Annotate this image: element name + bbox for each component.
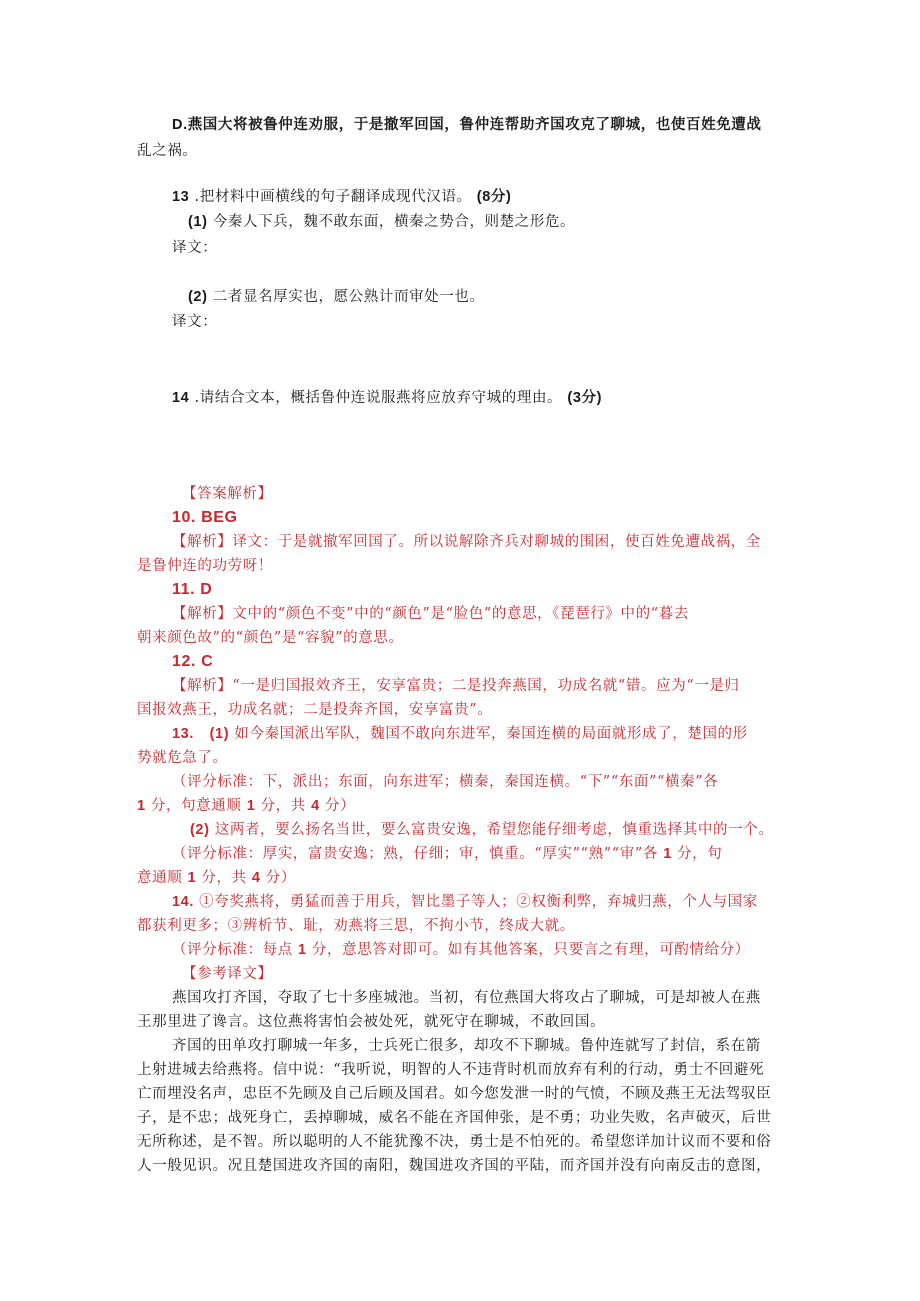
answer-10-line-1: 【解析】译文：于是就撤军回国了。所以说解除齐兵对聊城的围困，使百姓免遭战祸，全 — [172, 534, 761, 550]
reference-line: 齐国的田单攻打聊城一年多，士兵死亡很多，却攻不下聊城。鲁仲连就写了封信，系在箭 — [172, 1038, 761, 1054]
question-score: (8分) — [476, 189, 512, 205]
answer-10-head: 10. BEG — [172, 509, 238, 526]
scoring-standard-13-1-line-1: （评分标准：下，派出；东面，向东进军；横秦，秦国连横。“下”“东面”“横秦”各 — [172, 774, 719, 790]
score-text: （评分标准：厚实，富贵安逸；熟，仔细；审，慎重。“厚实”“熟”“审”各 — [172, 846, 664, 862]
answer-14 — [172, 892, 758, 912]
answer-13-1-line-2: 势就危急了。 — [137, 750, 228, 766]
score-text: （评分标准：每点 — [172, 942, 299, 958]
answer-number: 13. — [172, 726, 194, 742]
score-value: 1 — [663, 846, 672, 862]
reference-translation-title: 【参考译文】 — [182, 966, 273, 982]
score-value: 1 — [298, 942, 307, 958]
scoring-standard-13-1-line-2 — [137, 796, 355, 816]
score-value: 1 — [137, 798, 146, 814]
reference-line: 亡而埋没名声，忠臣不先顾及自己后顾及国君。如今您发泄一时的气愤，不顾及燕王无法驾驭臣 — [137, 1086, 772, 1102]
score-text: 意通顺 — [137, 870, 188, 886]
question-score: (3分) — [567, 390, 603, 406]
score-total: 4 — [311, 798, 320, 814]
score-total: 4 — [251, 870, 261, 886]
subquestion-text: 今秦人下兵，魏不敢东面，横秦之势合，则楚之形危。 — [207, 214, 576, 230]
subquestion-number: (1) — [188, 214, 208, 230]
question-13 — [172, 187, 511, 207]
score-value: 1 — [246, 798, 256, 814]
answers-title: 【答案解析】 — [182, 486, 273, 502]
translation-label: 译文： — [172, 314, 218, 330]
subquestion-text: 二者显名厚实也，愿公熟计而审处一也。 — [207, 289, 485, 305]
reference-line: 子，是不忠；战死身亡，丢掉聊城，威名不能在齐国伸张，是不勇；功业失败，名声破灭，后世 — [137, 1110, 772, 1126]
answer-13-1 — [172, 724, 748, 744]
score-text: 分） — [260, 870, 296, 886]
question-13-1 — [188, 212, 575, 232]
answer-12-head: 12. C — [172, 653, 214, 670]
answer-11-line-2: 朝来颜色故”的“颜色”是“容貌”的意思。 — [137, 630, 404, 646]
question-number: 13 — [172, 189, 190, 205]
question-text: .把材料中画横线的句子翻译成现代汉语。 — [189, 189, 472, 205]
score-text: 分，句 — [671, 846, 723, 862]
score-text: 分，共 — [255, 798, 312, 814]
option-d-text: D.燕国大将被鲁仲连劝服，于是撤军回国，鲁仲连帮助齐国攻克了聊城，也使百姓免遭战 — [172, 117, 762, 133]
scoring-standard-13-2-line-2 — [137, 868, 296, 888]
answer-text: 这两者，要么扬名当世，要么富贵安逸，希望您能仔细考虑，慎重选择其中的一个。 — [209, 822, 774, 838]
reference-line: 王那里进了谗言。这位燕将害怕会被处死，就死守在聊城，不敢回国。 — [137, 1014, 606, 1030]
answer-11-head: 11. D — [172, 581, 213, 598]
question-text: .请结合文本，概括鲁仲连说服燕将应放弃守城的理由。 — [189, 390, 563, 406]
answer-10-line-2: 是鲁仲连的功劳呀！ — [137, 558, 273, 574]
answer-13-2 — [190, 820, 773, 840]
scoring-standard-13-2-line-1 — [172, 844, 722, 864]
question-13-2 — [188, 287, 485, 307]
reference-line: 燕国攻打齐国，夺取了七十多座城池。当初，有位燕国大将攻占了聊城，可是却被人在燕 — [172, 990, 761, 1006]
subanswer-number: (1) — [209, 726, 230, 742]
translation-label: 译文： — [172, 240, 218, 256]
question-number: 14 — [172, 390, 190, 406]
scoring-standard-14 — [172, 940, 750, 960]
subanswer-number: (2) — [190, 822, 210, 838]
answer-14-line-2: 都获利更多；③辨析节、耻，劝燕将三思，不拘小节，终成大就。 — [137, 918, 575, 934]
subquestion-number: (2) — [188, 289, 208, 305]
question-14 — [172, 388, 602, 408]
option-d-line-2: 乱之祸。 — [137, 143, 198, 159]
score-text: 分，句意通顺 — [145, 798, 247, 814]
score-text: 分，意思答对即可。如有其他答案，只要言之有理，可酌情给分） — [306, 942, 750, 958]
score-text: 分） — [319, 798, 356, 814]
score-text: 分，共 — [196, 870, 252, 886]
answer-number: 14. — [172, 894, 194, 910]
answer-12-line-1: 【解析】“一是归国报效齐王，安享富贵；二是投奔燕国，功成名就“错。应为“一是归 — [172, 678, 740, 694]
answer-11-line-1: 【解析】文中的“颜色不变”中的“颜色”是“脸色”的意思，《琵琶行》中的“暮去 — [172, 606, 689, 622]
answer-text: ①夸奖燕将，勇猛而善于用兵，智比墨子等人；②权衡利弊，弃城归燕，个人与国家 — [193, 894, 758, 910]
answer-text: 如今秦国派出军队，魏国不敢向东进军，秦国连横的局面就形成了，楚国的形 — [229, 726, 748, 742]
score-value: 1 — [187, 870, 197, 886]
answer-12-line-2: 国报效燕王，功成名就；二是投奔齐国，安享富贵”。 — [137, 702, 493, 718]
reference-line: 无所称述，是不智。所以聪明的人不能犹豫不决，勇士是不怕死的。希望您详加计议而不要和俗 — [137, 1134, 772, 1150]
option-d-line-1 — [172, 115, 762, 135]
reference-line: 人一般见识。况且楚国进攻齐国的南阳，魏国进攻齐国的平陆，而齐国并没有向南反击的意图， — [137, 1158, 772, 1174]
reference-line: 上射进城去给燕将。信中说：“我听说，明智的人不违背时机而放弃有利的行动，勇士不回避死 — [137, 1062, 765, 1078]
